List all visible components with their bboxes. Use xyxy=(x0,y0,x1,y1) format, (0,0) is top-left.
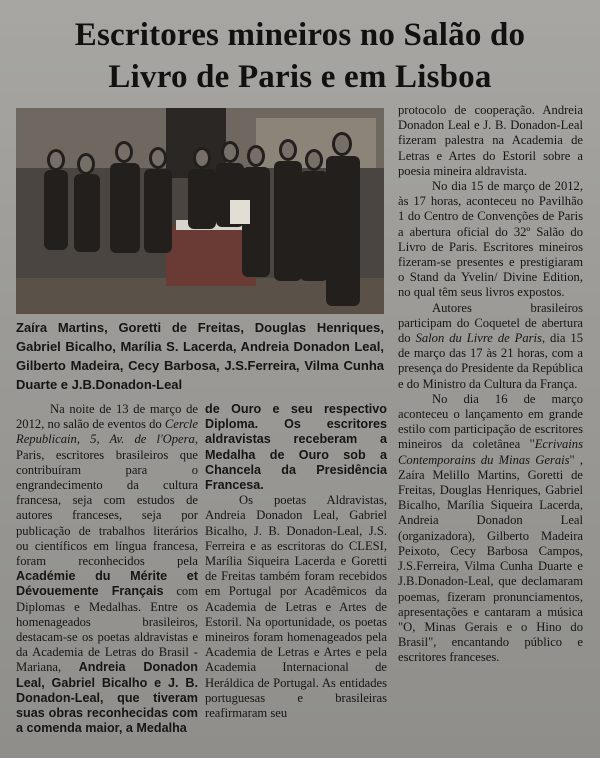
paragraph: Os poetas Aldravistas, Andreia Donadon Leal, Gabriel Bicalho, J. B. Donadon-Leal, J.S. Ferreira e as escritoras do CLESI, Marília Siqueira Lacerda e Goretti de Freitas também foram recebidos em Portugal por Acadêmicos da Academia de Letras e Artes de Estoril. Na oportunidade, os poetas mineiros foram homenageados pela Academia de Letras e Artes e pela Academia Internacional de Heráldica de Portugal. As entidades portuguesas e brasileiras reafirmaram seu xyxy=(205,493,387,721)
group-photo xyxy=(16,108,384,314)
headline-line-1: Escritores mineiros no Salão do xyxy=(74,17,526,53)
text-run: , dia 15 de março das 17 às 21 horas, com a presença do Presidente da República e do Ministro da Cultura da França. xyxy=(398,331,583,391)
article-column-1 xyxy=(16,402,198,736)
paragraph xyxy=(16,402,198,736)
text-run: No dia 16 de março aconteceu o lançamento em grande estilo com participação de escritores mineiros da coletânea " xyxy=(398,391,583,452)
paragraph: No dia 15 de março de 2012, às 17 horas, aconteceu no Pavilhão 1 do Centro de Convenções de Paris a abertura oficial do 32º Salão do Livro de Paris. Escritores mineiros fizeram-se presentes e prestigiaram o Stand da Yvelin/ Divine Edition, no qual têm seus livros expostos. xyxy=(398,179,583,300)
anthology-title: Ecrivains Contemporains du Minas Gerais xyxy=(398,437,583,467)
text-run: com Diplomas e Medalhas. Entre os homenageados brasileiros, destacam-se os poetas aldravistas e da Academia de Letras do Brasil - Mariana, xyxy=(16,584,198,675)
text-run: , Paris, escritores brasileiros que contribuíram para o engrandecimento da cultura francesa, seja com estudos de autores franceses, seja por publicação de trabalhos literários ou científicos em língua francesa, foram reconhecidos pela xyxy=(16,432,198,569)
text-run: " , Zaíra Melillo Martins, Goretti de Freitas, Douglas Henriques, Gabriel Bicalho, Marília Siqueira Lacerda, Andreia Donadon Leal (organizadora), Gilberto Madeira Peixoto, Cecy Barbosa Campos, J.S.Ferreira, Vilma Cunha Duarte e J.B.Donadon-Leal, que declamaram poemas, fizeram pronunciamentos, apresentações e cantaram a música "O, Minas Gerais e o Hino do Brasil", encantando público e escritores franceses. xyxy=(398,452,583,665)
photo-caption: Zaíra Martins, Goretti de Freitas, Douglas Henriques, Gabriel Bicalho, Marília S. Lacerda, Andreia Donadon Leal, Gilberto Madeira, Cecy Barbosa, J.S.Ferreira, Vilma Cunha Duarte e J.B.Donadon-Leal xyxy=(16,320,384,392)
headline-line-2: Livro de Paris e em Lisboa xyxy=(108,59,492,95)
text-run: Na noite de 13 de março de 2012, no salão de eventos do xyxy=(16,402,198,432)
venue-name: Cercle Republicain, 5, Av. de l'Opera xyxy=(16,417,198,447)
article-column-2 xyxy=(205,402,387,721)
paragraph-continuation: de Ouro e seu respectivo Diploma. Os escritores aldravistas receberam a Medalha de Ouro sob a Chancela da Presidência Francesa. xyxy=(205,402,387,493)
academy-name: Académie du Mérite et Dévouemente Français xyxy=(16,569,198,599)
text-run: Autores brasileiros participam do Coquetel de abertura do xyxy=(398,300,583,346)
paragraph-continuation: protocolo de cooperação. Andreia Donadon Leal e J. B. Donadon-Leal fizeram palestra na Academia de Letras e Artes do Estoril sobre a poesia mineira aldravista. xyxy=(398,103,583,178)
paragraph xyxy=(398,392,583,666)
article-column-3 xyxy=(398,103,583,666)
article-headline xyxy=(0,14,600,98)
honorees: Andreia Donadon Leal, Gabriel Bicalho e J. B. Donadon-Leal, que tiveram suas obras reconhecidas com a comenda maior, a Medalha xyxy=(16,660,198,736)
paragraph xyxy=(398,301,583,392)
salon-name: Salon du Livre de Paris xyxy=(415,331,542,346)
